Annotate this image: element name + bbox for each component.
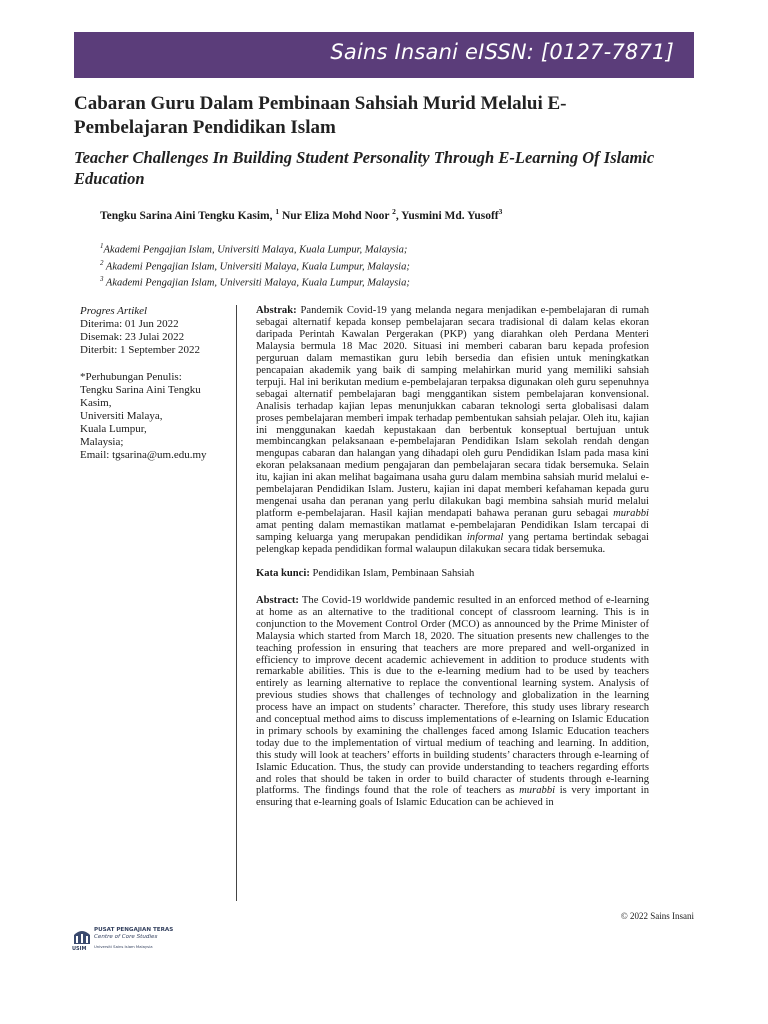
author-2-affil: 2 bbox=[392, 207, 396, 216]
abstract-malay bbox=[256, 305, 649, 556]
logo-line-2: Centre of Core Studies bbox=[94, 934, 158, 940]
affiliation-2 bbox=[100, 257, 410, 274]
abstract-english bbox=[256, 595, 649, 809]
affiliation-3 bbox=[100, 273, 410, 290]
author-3-affil: 3 bbox=[498, 207, 503, 216]
affiliation-2-text: Akademi Pengajian Islam, Universiti Malaya, Kuala Lumpur, Malaysia; bbox=[103, 261, 410, 272]
correspondence-email[interactable]: Email: tgsarina@um.edu.my bbox=[80, 449, 207, 461]
author-3: , Yusmini Md. Yusoff bbox=[395, 209, 499, 222]
abstract-malay-text-1: Pandemik Covid-19 yang melanda negara menjadikan e-pembelajaran di rumah sebagai alternatif kepada konsep pembelajaran secara tradisional di dalam kelas ekoran daripada Perintah Kawalan Pergerakan (PKP) yang diarahkan oleh Perdana Menteri Malaysia bermula 18 Mac 2020. Situasi ini memberi cabaran baru kepada profesion perguruan dalam memastikan guru lebih bersedia dan efisien untuk meningkatkan pencapaian akademik yang baik di samping melahirkan murid yang memiliki sahsiah terpuji. Hal ini berikutan medium e-pembelajaran terpaksa digunakan oleh guru sepenuhnya sebagai alternatif pembelajaran bagi menggantikan sistem pembelajaran konvensional. Analisis terhadap kajian lepas menunjukkan cabaran teknologi serta globalisasi dalam proses pembelajaran memberi impak terhadap pembentukan sahsiah pelajar. Oleh itu, kajian ini menggunakan kaedah kepustakaan dan berbentuk konseptual bertujuan untuk membincangkan pelaksanaan e-pembelajaran Pendidikan Islam sekolah rendah dengan mengupas cabaran dan halangan yang dihadapi oleh guru Pendidikan Islam pada masa kini ekoran pelaksanaan medium pengajaran dan pembelajaran secara tidak bersemuka. Selain itu, kajian ini akan melihat bagaimana usaha guru dalam membina sahsiah murid melalui e-pembelajaran Pendidikan Islam. Justeru, kajian ini dapat memberi kefahaman kepada guru mengenai usaha dan peranan yang perlu dilakukan bagi membina sahsiah murid melalui platform e-pembelajaran. Hasil kajian mendapati bahawa peranan guru sebagai bbox=[256, 305, 649, 520]
author-1-affil: 1 bbox=[275, 207, 280, 216]
author-1: Tengku Sarina Aini Tengku Kasim, bbox=[100, 209, 273, 222]
usim-logo bbox=[72, 925, 182, 955]
affiliation-3-number: 3 bbox=[100, 275, 104, 283]
journal-banner bbox=[74, 32, 694, 78]
keywords-label: Kata kunci: bbox=[256, 568, 310, 580]
abstract-malay-label: Abstrak: bbox=[256, 305, 297, 316]
logo-line-1: PUSAT PENGAJIAN TERAS bbox=[94, 927, 174, 933]
author-list bbox=[100, 207, 502, 222]
abstract-english-term-murabbi: murabbi bbox=[519, 785, 556, 797]
article-title-malay: Cabaran Guru Dalam Pembinaan Sahsiah Murid Melalui E-Pembelajaran Pendidikan Islam bbox=[74, 93, 567, 138]
abstract-english-text-2: is very important in ensuring that e-learning goals of Islamic Education can be achieved in bbox=[256, 785, 649, 809]
abstract-malay-term-murabbi: murabbi bbox=[613, 508, 649, 520]
author-2: Nur Eliza Mohd Noor bbox=[281, 209, 390, 222]
logo-line-3: Universiti Sains Islam Malaysia bbox=[94, 944, 153, 949]
progress-heading: Progres Artikel bbox=[80, 305, 148, 317]
correspondence-name: Tengku Sarina Aini Tengku Kasim, bbox=[80, 384, 201, 409]
abstract-english-label: Abstract: bbox=[256, 594, 299, 606]
abstract-malay-text-2: amat penting dalam memastikan matlamat e-pembelajaran Pendidikan Islam tercapai di samping keluarga yang merupakan pendidikan bbox=[256, 520, 649, 544]
copyright-notice: © 2022 Sains Insani bbox=[620, 911, 694, 921]
correspondence-country: Malaysia; bbox=[80, 436, 124, 448]
affiliation-1 bbox=[100, 240, 410, 257]
affiliation-1-number: 1 bbox=[100, 242, 104, 250]
received-date: Diterima: 01 Jun 2022 bbox=[80, 318, 179, 330]
correspondence-institution: Universiti Malaya, bbox=[80, 410, 163, 422]
abstract-english-text-1: The Covid-19 worldwide pandemic resulted in an enforced method of e-learning at home as an alternative to the traditional concept of classroom learning. This is in conjunction to the Movement Control Order (MCO) as announced by the Prime Minister of Malaysia which started from March 18, 2020. The situation presents new challenges to the teaching profession in ensuring that teachers are more prepared and well-organized in efficiency to improve decent academic achievement in addition to produce students with remarkable abilities. This is due to the e-learning medium had to be used by teachers entirely as learning alternative to replace the conventional learning system. Analysis of previous studies shows that challenges of technology and globalization in the learning process have an impact on students’ character. Therefore, this study uses library research and conceptual method aims to discuss implementations of e-learning on Islamic Education in primary schools by examining the challenges faced among Islamic Education teachers today due to the implementation of virtual medium of teaching and learning. In addition, this study will look at teachers’ efforts in building students’ characters through e-learning of Islamic Education. Thus, the study can provide understanding to teachers regarding efforts and roles that should be taken in order to build character of students through e-learning platforms. The findings found that the role of teachers as bbox=[256, 594, 649, 797]
abstract-malay-text-3: yang pertama bertindak sebagai pelengkap kepada pendidikan formal walaupun dilakukan secara tidak bersemuka. bbox=[256, 532, 649, 556]
correspondence-heading: *Perhubungan Penulis: bbox=[80, 371, 182, 383]
affiliation-3-text: Akademi Pengajian Islam, Universiti Malaya, Kuala Lumpur, Malaysia; bbox=[103, 277, 410, 289]
revised-date: Disemak: 23 Julai 2022 bbox=[80, 331, 185, 343]
affiliation-1-text: Akademi Pengajian Islam, Universiti Malaya, Kuala Lumpur, Malaysia; bbox=[103, 244, 408, 256]
logo-abbrev: USIM bbox=[72, 946, 87, 952]
published-date: Diterbit: 1 September 2022 bbox=[80, 344, 201, 356]
article-info-sidebar bbox=[80, 305, 230, 462]
abstract-column bbox=[256, 305, 649, 809]
affiliation-2-number: 2 bbox=[100, 258, 104, 267]
abstract-malay-term-informal: informal bbox=[466, 532, 504, 544]
column-divider bbox=[236, 305, 237, 901]
keywords-text: Pendidikan Islam, Pembinaan Sahsiah bbox=[309, 568, 475, 580]
affiliation-list bbox=[100, 240, 410, 290]
keywords bbox=[256, 568, 649, 580]
article-title-english: Teacher Challenges In Building Student Personality Through E-Learning Of Islamic Education bbox=[74, 148, 655, 188]
correspondence-city: Kuala Lumpur, bbox=[80, 423, 147, 435]
journal-issn: Sains Insani eISSN: [0127-7871] bbox=[330, 40, 674, 64]
usim-emblem-icon bbox=[72, 926, 92, 946]
